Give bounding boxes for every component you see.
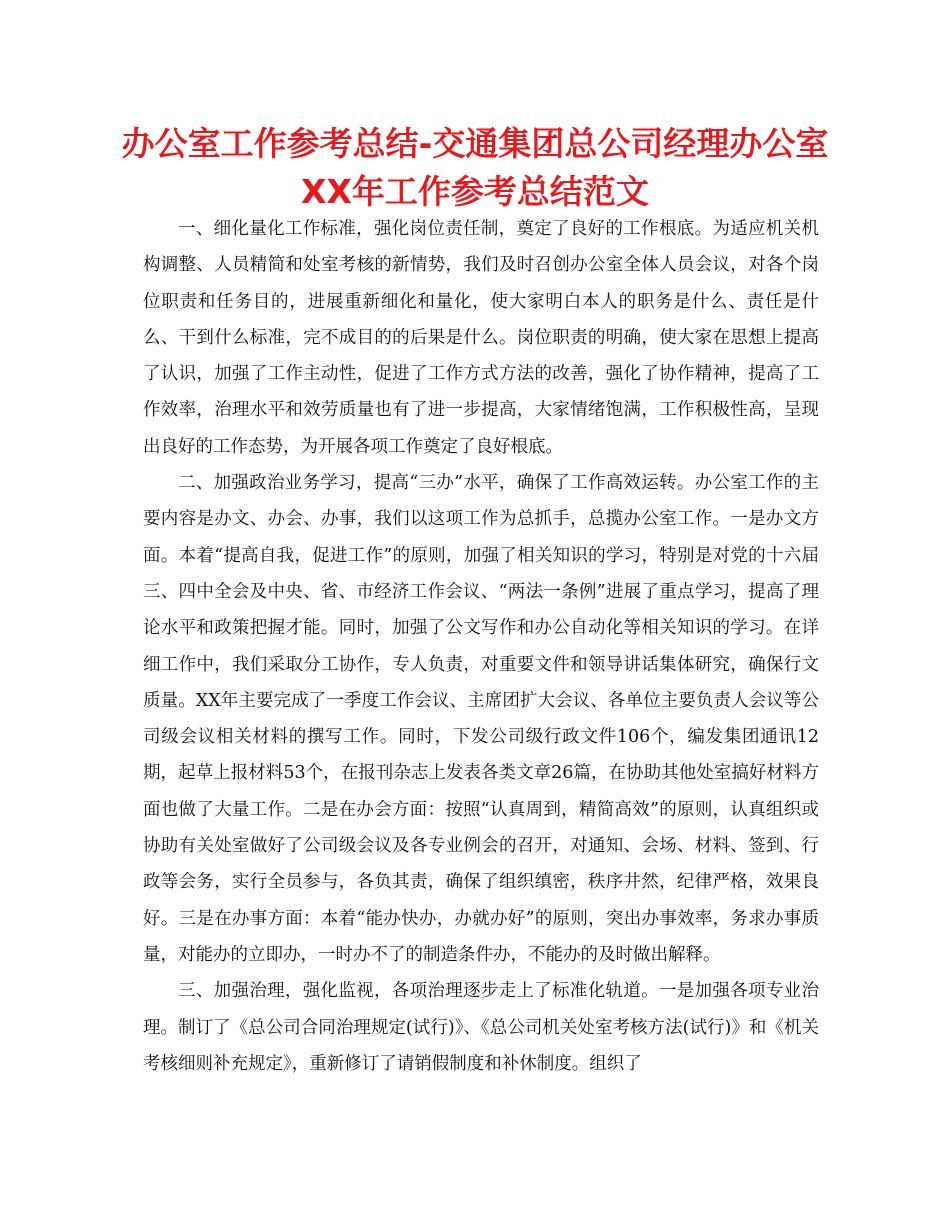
document-title-line1: 办公室工作参考总结-交通集团总公司经理办公室 <box>121 124 829 163</box>
document-title-line2: XX年工作参考总结范文 <box>301 172 649 211</box>
paragraph-2: 二、加强政治业务学习，提高“三办”水平，确保了工作高效运转。办公室工作的主要内容是办文、办会、办事，我们以这项工作为总抓手，总揽办公室工作。一是办文方面。本着“提高自我，促进工作”的原则，加强了相关知识的学习，特别是对党的十六届三、四中全会及中央、省、市经济工作会议、“两法一条例”进展了重点学习，提高了理论水平和政策把握才能。同时，加强了公文写作和办公自动化等相关知识的学习。在详细工作中，我们采取分工协作，专人负责，对重要文件和领导讲话集体研究，确保行文质量。XX年主要完成了一季度工作会议、主席团扩大会议、各单位主要负责人会议等公司级会议相关材料的撰写工作。同时，下发公司级行政文件106个，编发集团通讯12期，起草上报材料53个，在报刊杂志上发表各类文章26篇，在协助其他处室搞好材料方面也做了大量工作。二是在办会方面：按照“认真周到，精简高效”的原则，认真组织或协助有关处室做好了公司级会议及各专业例会的召开，对通知、会场、材料、签到、行政等会务，实行全员参与，各负其责，确保了组织缜密，秩序井然，纪律严格，效果良好。三是在办事方面：本着“能办快办，办就办好”的原则，突出办事效率，务求办事质量，对能办的立即办，一时办不了的制造条件办，不能办的及时做出解释。 <box>143 473 819 965</box>
paragraph-1: 一、细化量化工作标准，强化岗位责任制，奠定了良好的工作根底。为适应机关机构调整、人员精简和处室考核的新情势，我们及时召创办公室全体人员会议，对各个岗位职责和任务目的，进展重新细化和量化，使大家明白本人的职务是什么、责任是什么、干到什么标准，完不成目的的后果是什么。岗位职责的明确，使大家在思想上提高了认识，加强了工作主动性，促进了工作方式方法的改善，强化了协作精神，提高了工作效率，治理水平和效劳质量也有了进一步提高，大家情绪饱满，工作积极性高，呈现出良好的工作态势，为开展各项工作奠定了良好根底。 <box>143 219 819 457</box>
document-body <box>143 211 819 1082</box>
paragraph-3: 三、加强治理，强化监视，各项治理逐步走上了标准化轨道。一是加强各项专业治理。制订了《总公司合同治理规定(试行)》、《总公司机关处室考核方法(试行)》和《机关考核细则补充规定》，重新修订了请销假制度和补休制度。组织了 <box>143 981 819 1074</box>
